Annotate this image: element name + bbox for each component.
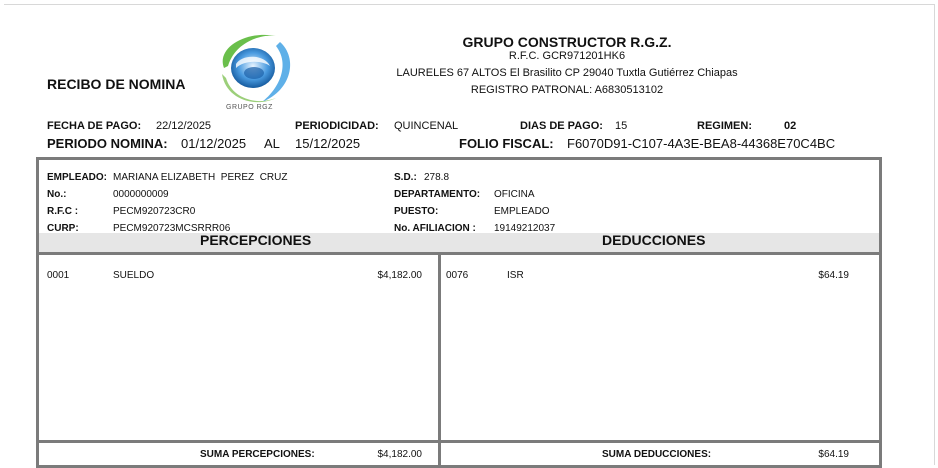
- suma-percepciones-value: $4,182.00: [377, 449, 422, 460]
- curp-value: PECM920723MCSRRR06: [113, 223, 231, 234]
- sd-value: 278.8: [424, 172, 450, 183]
- employee-box: [36, 157, 882, 468]
- deduccion-code: 0076: [446, 270, 469, 281]
- periodicidad-value: QUINCENAL: [394, 120, 459, 132]
- sd-label: S.D.:: [394, 172, 417, 183]
- puesto-value: EMPLEADO: [494, 206, 550, 217]
- section-header-bar: [39, 233, 879, 252]
- regimen-label: REGIMEN:: [697, 120, 752, 132]
- percepcion-code: 0001: [47, 270, 70, 281]
- deduccion-concept: ISR: [507, 270, 524, 281]
- suma-percepciones-label: SUMA PERCEPCIONES:: [200, 449, 315, 460]
- logo-caption: GRUPO RGZ: [226, 104, 273, 111]
- percepcion-concept: SUELDO: [113, 270, 155, 281]
- departamento-value: OFICINA: [494, 189, 535, 200]
- no-value: 0000000009: [113, 189, 169, 200]
- document-title: RECIBO DE NOMINA: [47, 76, 186, 92]
- company-logo: [206, 28, 298, 114]
- afiliacion-value: 19149212037: [494, 223, 556, 234]
- fecha-pago-value: 22/12/2025: [156, 120, 212, 132]
- registro-patronal: REGISTRO PATRONAL: A6830513102: [470, 84, 664, 96]
- rfc-value: PECM920723CR0: [113, 206, 196, 217]
- departamento-label: DEPARTAMENTO:: [394, 189, 481, 200]
- dias-pago-label: DIAS DE PAGO:: [520, 120, 603, 132]
- dias-pago-value: 15: [615, 120, 628, 132]
- curp-label: CURP:: [47, 223, 79, 234]
- deducciones-header: DEDUCCIONES: [602, 232, 706, 248]
- periodo-from: 01/12/2025: [181, 136, 247, 151]
- puesto-label: PUESTO:: [394, 206, 439, 217]
- periodo-to: 15/12/2025: [295, 136, 361, 151]
- periodo-nomina-label: PERIODO NOMINA:: [47, 136, 168, 151]
- suma-deducciones-value: $64.19: [818, 449, 849, 460]
- periodicidad-label: PERIODICIDAD:: [295, 120, 379, 132]
- folio-fiscal-label: FOLIO FISCAL:: [459, 136, 554, 151]
- company-name: GRUPO CONSTRUCTOR R.G.Z.: [462, 34, 672, 50]
- empleado-value: MARIANA ELIZABETH PEREZ CRUZ: [113, 172, 288, 183]
- periodo-al: AL: [264, 136, 280, 151]
- fecha-pago-label: FECHA DE PAGO:: [47, 120, 142, 132]
- percepciones-header: PERCEPCIONES: [200, 232, 312, 248]
- deduccion-amount: $64.19: [818, 270, 849, 281]
- column-divider: [438, 252, 441, 466]
- totals-divider: [39, 440, 879, 443]
- empleado-label: EMPLEADO:: [47, 172, 107, 183]
- header-divider: [39, 252, 879, 255]
- rfc-label: R.F.C :: [47, 206, 79, 217]
- regimen-value: 02: [784, 120, 797, 132]
- no-label: No.:: [47, 189, 67, 200]
- company-rfc: R.F.C. GCR971201HK6: [508, 50, 626, 62]
- suma-deducciones-label: SUMA DEDUCCIONES:: [602, 449, 712, 460]
- company-address: LAURELES 67 ALTOS El Brasilito CP 29040 Tuxtla Gutiérrez Chiapas: [396, 67, 738, 79]
- folio-fiscal-value: F6070D91-C107-4A3E-BEA8-44368E70C4BC: [567, 136, 836, 151]
- percepcion-amount: $4,182.00: [377, 270, 422, 281]
- afiliacion-label: No. AFILIACION :: [394, 223, 476, 234]
